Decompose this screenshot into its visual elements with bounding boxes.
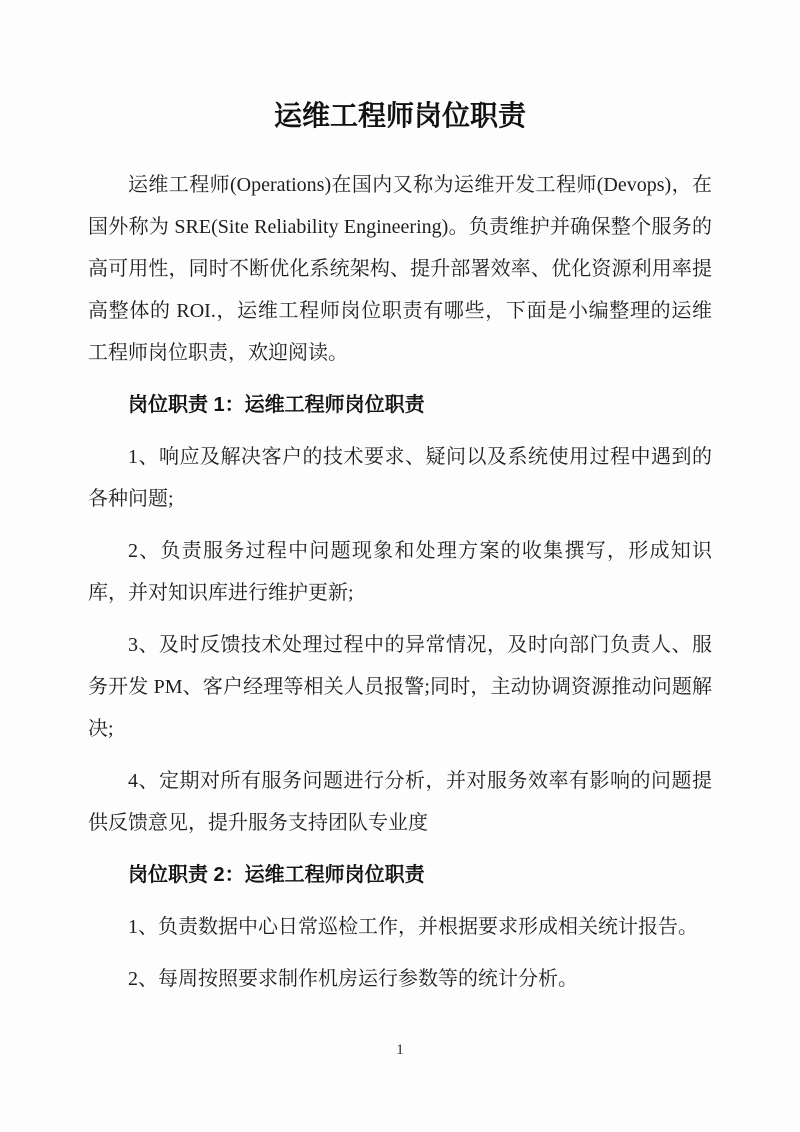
intro-paragraph: 运维工程师(Operations)在国内又称为运维开发工程师(Devops)，在国外称为 SRE(Site Reliability Engineering)。负责维护并确保整个服务的高可用性，同时不断优化系统架构、提升部署效率、优化资源利用率提高整体的 ROI.，运维工程师岗位职责有哪些，下面是小编整理的运维工程师岗位职责，欢迎阅读。 (88, 174, 712, 364)
section-heading-1: 岗位职责 1：运维工程师岗位职责 (128, 394, 425, 416)
page-number: 1 (396, 1042, 404, 1058)
section2-item-2: 2、每周按照要求制作机房运行参数等的统计分析。 (128, 968, 578, 990)
section1-item-2: 2、负责服务过程中问题现象和处理方案的收集撰写，形成知识库，并对知识库进行维护更新; (88, 540, 712, 604)
section1-item-4: 4、定期对所有服务问题进行分析，并对服务效率有影响的问题提供反馈意见，提升服务支持团队专业度 (88, 770, 712, 834)
section2-item-1: 1、负责数据中心日常巡检工作，并根据要求形成相关统计报告。 (128, 916, 698, 938)
document-title: 运维工程师岗位职责 (273, 100, 526, 131)
section1-item-1: 1、响应及解决客户的技术要求、疑问以及系统使用过程中遇到的各种问题; (88, 446, 712, 510)
section1-item-3: 3、及时反馈技术处理过程中的异常情况，及时向部门负责人、服务开发 PM、客户经理等相关人员报警;同时，主动协调资源推动问题解决; (88, 634, 712, 740)
page-footer (0, 1040, 800, 1060)
section-heading-2: 岗位职责 2：运维工程师岗位职责 (128, 864, 425, 886)
document-body (88, 164, 712, 1000)
